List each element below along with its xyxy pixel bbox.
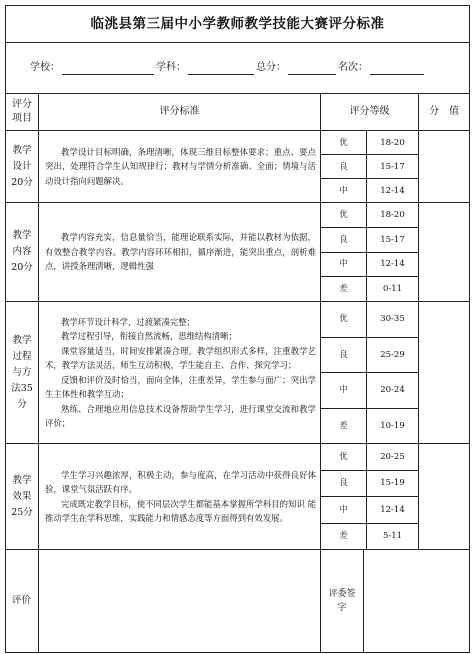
- criteria-cell: [39, 203, 321, 302]
- criteria-text: 教学设计目标明确，条理清晰，体现三维目标整体要求；重点、要点突出，处理符合学生认知规律行；教材与学情分析准确、全面；情境与活动设计指向问题解决。: [45, 146, 316, 186]
- school-label: 学校：: [30, 62, 60, 73]
- item-cell: 教学内容20分: [6, 203, 39, 302]
- grade-range: 20-25: [380, 451, 405, 462]
- grade-level: 差: [321, 409, 367, 444]
- score-field[interactable]: [419, 131, 470, 203]
- criteria-text: 学生学习兴趣浓厚，积极主动，参与度高，在学习活动中获得良好体验，课堂气氛活跃有序。: [45, 469, 316, 494]
- item-cell: 教学效果25分: [6, 444, 39, 550]
- grade-range: 25-29: [380, 349, 405, 360]
- subject-field[interactable]: [188, 62, 254, 75]
- grade-level: 中: [321, 179, 367, 202]
- header-grade: 评分等级: [321, 94, 419, 131]
- criteria-text: 反馈和评价及时恰当，面向全体，注重差异，学生参与面广；突出学生主体性和教学互动；: [45, 374, 316, 399]
- criteria-text: 教学过程引导，衔接自然流畅，思维结构清晰；: [61, 331, 237, 341]
- grade-range: 20-24: [380, 385, 405, 396]
- criteria-text: 熟练、合理地应用信息技术设备帮助学生学习，进行课堂交流和教学评价；: [45, 403, 316, 428]
- scoring-sheet: [5, 5, 469, 650]
- criteria-cell: [39, 302, 321, 444]
- total-field[interactable]: [288, 62, 336, 75]
- criteria-cell: [39, 444, 321, 550]
- score-field[interactable]: [419, 203, 470, 302]
- header-score: 分 值: [419, 94, 470, 131]
- criteria-text: 完成既定教学目标，使不同层次学生都能基本掌握所学科目的知识 能推动学生在学科思维，实践能力和情感态度等方面得到有效发展。: [45, 498, 316, 523]
- grade-level: 优: [321, 444, 367, 470]
- subject-label: 学科：: [156, 62, 186, 73]
- grade-cell: [321, 203, 419, 302]
- judge-sign-label: 评委签字: [321, 550, 364, 653]
- grade-range: 30-35: [380, 314, 405, 325]
- school-field[interactable]: [62, 62, 154, 75]
- grade-range: 5-11: [382, 531, 403, 542]
- grade-level: 优: [321, 302, 367, 337]
- grade-range: 18-20: [380, 137, 405, 148]
- grade-level: 差: [321, 524, 367, 550]
- page-title: 临洮县第三届中小学教师教学技能大赛评分标准: [6, 6, 470, 43]
- grade-level: 良: [321, 471, 367, 497]
- header-item: 评分项目: [6, 94, 39, 131]
- grade-cell: [321, 131, 419, 203]
- rank-label: 名次：: [338, 62, 368, 73]
- grade-level: 优: [321, 131, 367, 154]
- criteria-cell: [39, 131, 321, 203]
- grade-range: 15-17: [380, 234, 405, 245]
- grade-level: 差: [321, 277, 367, 301]
- info-row: [6, 43, 470, 94]
- score-field[interactable]: [419, 302, 470, 444]
- judge-sign-field[interactable]: [364, 550, 470, 653]
- grade-range: 0-11: [382, 284, 403, 295]
- grade-range: 10-19: [380, 420, 405, 431]
- grade-level: 良: [321, 338, 367, 373]
- grade-level: 中: [321, 373, 367, 408]
- item-cell: 教学过程与方法35分: [6, 302, 39, 444]
- evaluation-field[interactable]: [39, 550, 321, 653]
- criteria-text: 教学内容充实，信息量恰当，能理论联系实际，并能以教材为依据，有效整合教学内容。教学内容环环相扣，循序渐进，能突出重点，剖析难点，讲授条理清晰，逻辑性强: [45, 232, 316, 272]
- grade-range: 12-14: [380, 185, 405, 196]
- criteria-text: 教学环节设计科学，过渡紧凑完整；: [61, 316, 195, 327]
- criteria-text: 课堂容量适当，时间安排紧凑合理，教学组织形式多样，注重教学艺术，教学方法灵活，师生互动积极，学生能自主、合作、探究学习；: [45, 345, 316, 370]
- grade-level: 中: [321, 497, 367, 523]
- evaluation-label: 评价: [6, 550, 39, 653]
- grade-level: 良: [321, 155, 367, 178]
- score-field[interactable]: [419, 444, 470, 550]
- grade-level: 中: [321, 253, 367, 277]
- grade-range: 15-17: [380, 161, 405, 172]
- grade-level: 良: [321, 228, 367, 252]
- grade-range: 18-20: [380, 209, 405, 220]
- rank-field[interactable]: [370, 62, 424, 75]
- scoring-table: [5, 5, 470, 653]
- item-cell: 教学设计20分: [6, 131, 39, 203]
- grade-cell: [321, 444, 419, 550]
- grade-range: 12-14: [380, 504, 405, 515]
- total-label: 总分：: [256, 62, 286, 73]
- grade-cell: [321, 302, 419, 444]
- header-criteria: 评分标准: [39, 94, 321, 131]
- grade-range: 15-19: [380, 478, 405, 489]
- grade-level: 优: [321, 203, 367, 227]
- grade-range: 12-14: [380, 259, 405, 270]
